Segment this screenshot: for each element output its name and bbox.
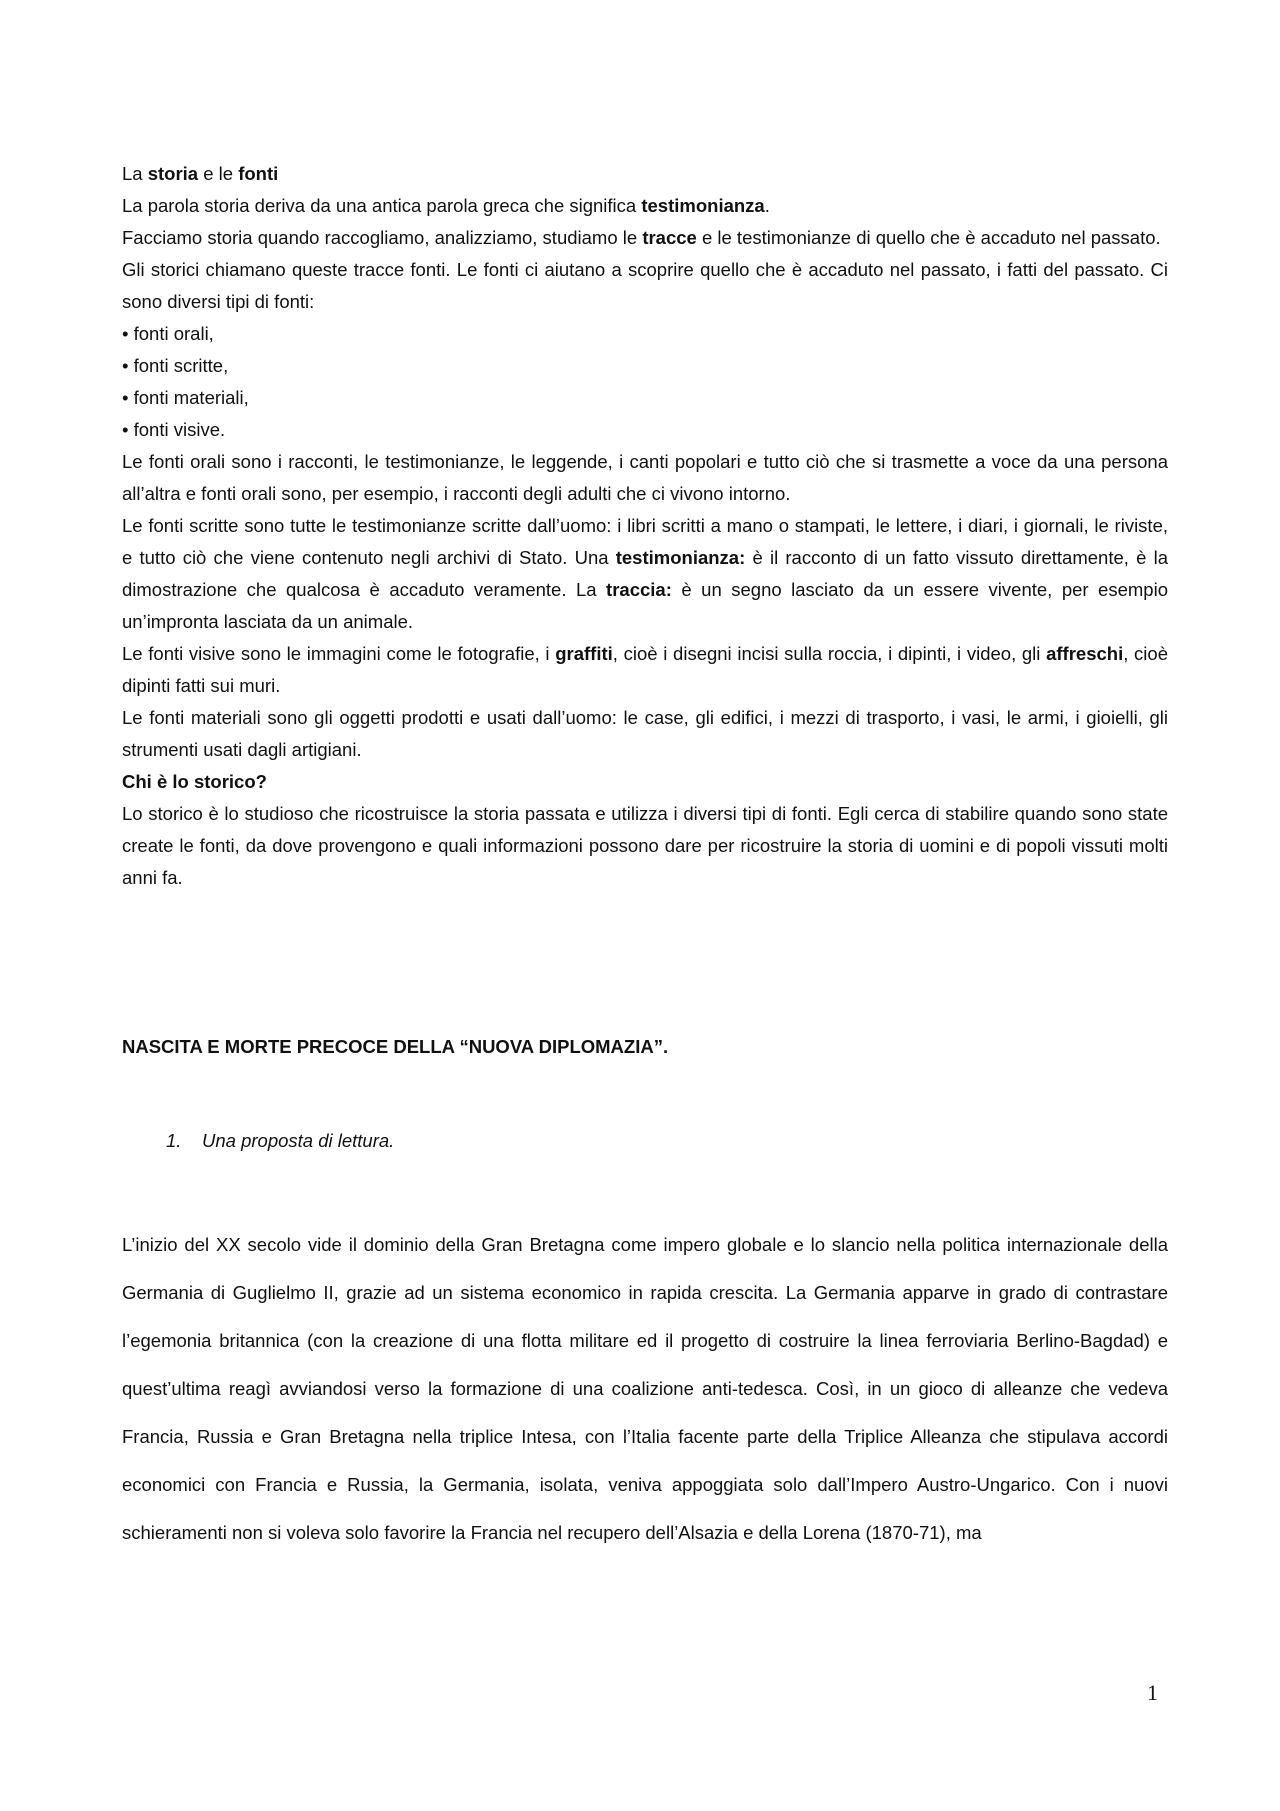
bullet-item: • fonti orali, bbox=[122, 323, 214, 344]
section-heading: La storia e le fonti bbox=[122, 163, 279, 184]
paragraph-5: Le fonti scritte sono tutte le testimonianze scritte dall’uomo: i libri scritti a mano o stampati, le lettere, i diari, i giornali, le riviste, e tutto ciò che viene contenuto negli archivi di Stato. Una testimonianza: è il racconto di un fatto vissuto direttamente, è la dimostrazione che qualcosa è accaduto veramente. La traccia: è un segno lasciato da un essere vivente, per esempio un’impronta lasciata da un animale. bbox=[122, 515, 1168, 632]
paragraph-4: Le fonti orali sono i racconti, le testimonianze, le leggende, i canti popolari e tutto ciò che si trasmette a voce da una persona all’altra e fonti orali sono, per esempio, i racconti degli adulti che ci vivono intorno. bbox=[122, 451, 1168, 504]
subheading-number: 1. bbox=[166, 1130, 182, 1151]
bullet-item: • fonti visive. bbox=[122, 419, 226, 440]
section-storia-fonti bbox=[122, 158, 1168, 894]
paragraph-6: Le fonti visive sono le immagini come le fotografie, i graffiti, cioè i disegni incisi sulla roccia, i dipinti, i video, gli affreschi, cioè dipinti fatti sui muri. bbox=[122, 643, 1168, 696]
subheading-text: Una proposta di lettura. bbox=[202, 1130, 395, 1151]
bullet-item: • fonti scritte, bbox=[122, 355, 229, 376]
subheading bbox=[166, 1130, 394, 1152]
question-heading: Chi è lo storico? bbox=[122, 771, 267, 792]
body-paragraph: L’inizio del XX secolo vide il dominio della Gran Bretagna come impero globale e lo slancio nella politica internazionale della Germania di Guglielmo II, grazie ad un sistema economico in rapida crescita. La Germania apparve in grado di contrastare l’egemonia britannica (con la creazione di una flotta militare ed il progetto di costruire la linea ferroviaria Berlino-Bagdad) e quest’ultima reagì avviandosi verso la formazione di una coalizione anti-tedesca. Così, in un gioco di alleanze che vedeva Francia, Russia e Gran Bretagna nella triplice Intesa, con l’Italia facente parte della Triplice Alleanza che stipulava accordi economici con Francia e Russia, la Germania, isolata, veniva appoggiata solo dall’Impero Austro-Ungarico. Con i nuovi schieramenti non si voleva solo favorire la Francia nel recupero dell’Alsazia e della Lorena (1870-71), ma bbox=[122, 1234, 1168, 1543]
page-number: 1 bbox=[1147, 1680, 1158, 1705]
paragraph-1: La parola storia deriva da una antica parola greca che significa testimonianza. bbox=[122, 195, 770, 216]
paragraph-8: Lo storico è lo studioso che ricostruisce la storia passata e utilizza i diversi tipi di fonti. Egli cerca di stabilire quando sono state create le fonti, da dove provengono e quali informazioni possono dare per ricostruire la storia di uomini e di popoli vissuti molti anni fa. bbox=[122, 803, 1168, 888]
bullet-item: • fonti materiali, bbox=[122, 387, 249, 408]
paragraph-3: Gli storici chiamano queste tracce fonti. Le fonti ci aiutano a scoprire quello che è accaduto nel passato, i fatti del passato. Ci sono diversi tipi di fonti: bbox=[122, 259, 1168, 312]
paragraph-2: Facciamo storia quando raccogliamo, analizziamo, studiamo le tracce e le testimonianze di quello che è accaduto nel passato. bbox=[122, 227, 1161, 248]
section-title: NASCITA E MORTE PRECOCE DELLA “NUOVA DIPLOMAZIA”. bbox=[122, 1036, 669, 1057]
paragraph-7: Le fonti materiali sono gli oggetti prodotti e usati dall’uomo: le case, gli edifici, i mezzi di trasporto, i vasi, le armi, i gioielli, gli strumenti usati dagli artigiani. bbox=[122, 707, 1168, 760]
